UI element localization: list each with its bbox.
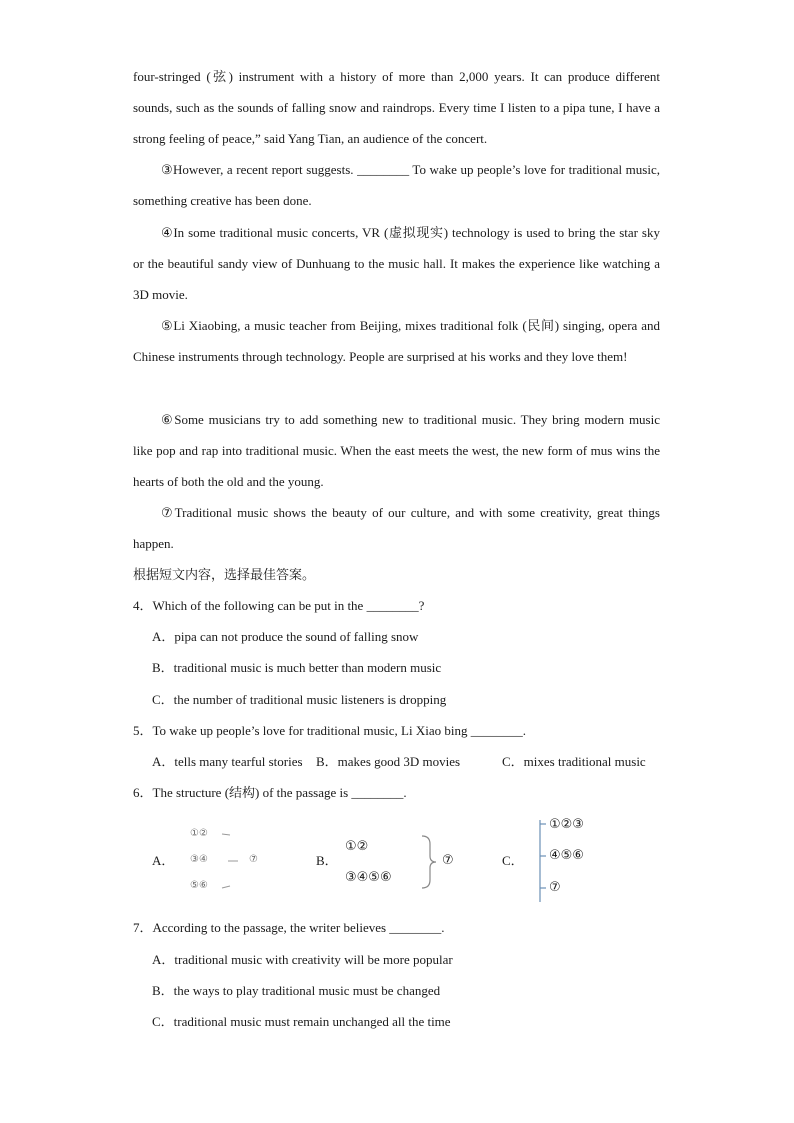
option-b-group-1: ①②	[345, 839, 369, 854]
passage-paragraph-2-continued: four-stringed (弦) instrument with a history of more than 2,000 years. It can produce different sounds, such as the sounds of falling snow and raindrops. Every time I listen to a pipa tune, I have a strong feeling of peace,” said Yang Tian, an audience of the concert.	[133, 69, 660, 146]
option-c-group-1: ①②③	[549, 817, 584, 832]
passage-paragraph-4: ④In some traditional music concerts, VR (虚拟现实) technology is used to bring the star sky or the beautiful sandy view of Dunhuang to the music hall. It makes the experience like watching a 3D movie.	[133, 225, 660, 302]
option-a-label: A．	[152, 853, 175, 868]
question-5-stem: 5．To wake up people’s love for traditional music, Li Xiao bing ________.	[133, 723, 526, 738]
option-c-label: C．	[502, 853, 524, 868]
option-c-group-3: ⑦	[549, 880, 561, 895]
option-b-target: ⑦	[442, 853, 454, 868]
question-5-option-b[interactable]: B．makes good 3D movies	[316, 754, 461, 769]
passage-paragraph-3: ③However, a recent report suggests. ________ To wake up people’s love for traditional music, something creative has been done.	[133, 162, 660, 208]
question-4-stem: 4．Which of the following can be put in the ________?	[133, 598, 425, 613]
passage-paragraph-7: ⑦Traditional music shows the beauty of our culture, and with some creativity, great things happen.	[133, 505, 660, 551]
question-6-stem: 6．The structure (结构) of the passage is ________.	[133, 785, 407, 800]
option-a-target: ⑦	[249, 854, 258, 865]
passage-paragraph-6: ⑥Some musicians try to add something new to traditional music. They bring modern music like pop and rap into traditional music. When the east meets the west, the new form of mus wins the hearts of both the old and the young.	[133, 412, 660, 489]
option-c-group-2: ④⑤⑥	[549, 848, 584, 863]
option-b-label: B．	[316, 853, 338, 868]
option-c-left-bracket	[537, 818, 549, 904]
question-5-option-a[interactable]: A．tells many tearful stories	[152, 754, 303, 769]
question-7-option-b[interactable]: B．the ways to play traditional music must be changed	[152, 983, 441, 998]
question-7-option-a[interactable]: A．traditional music with creativity will be more popular	[152, 952, 453, 967]
option-a-group-3: ⑤⑥	[190, 880, 208, 891]
question-7-stem: 7．According to the passage, the writer believes ________.	[133, 920, 445, 935]
question-4-option-c[interactable]: C．the number of traditional music listeners is dropping	[152, 692, 447, 707]
option-a-group-1: ①②	[190, 828, 208, 839]
question-5-option-c[interactable]: C．mixes traditional music	[502, 754, 646, 769]
question-7-option-c[interactable]: C．traditional music must remain unchanged all the time	[152, 1014, 451, 1029]
question-4-option-b[interactable]: B．traditional music is much better than modern music	[152, 660, 442, 675]
question-4-option-a[interactable]: A．pipa can not produce the sound of falling snow	[152, 629, 419, 644]
option-b-right-brace	[420, 834, 442, 890]
option-a-group-2: ③④	[190, 854, 208, 865]
option-b-group-2: ③④⑤⑥	[345, 870, 392, 885]
passage-paragraph-5: ⑤Li Xiaobing, a music teacher from Beijing, mixes traditional folk (民间) singing, opera and Chinese instruments through technology. People are surprised at his works and they love them!	[133, 318, 660, 364]
instruction-text: 根据短文内容，选择最佳答案。	[133, 567, 316, 582]
